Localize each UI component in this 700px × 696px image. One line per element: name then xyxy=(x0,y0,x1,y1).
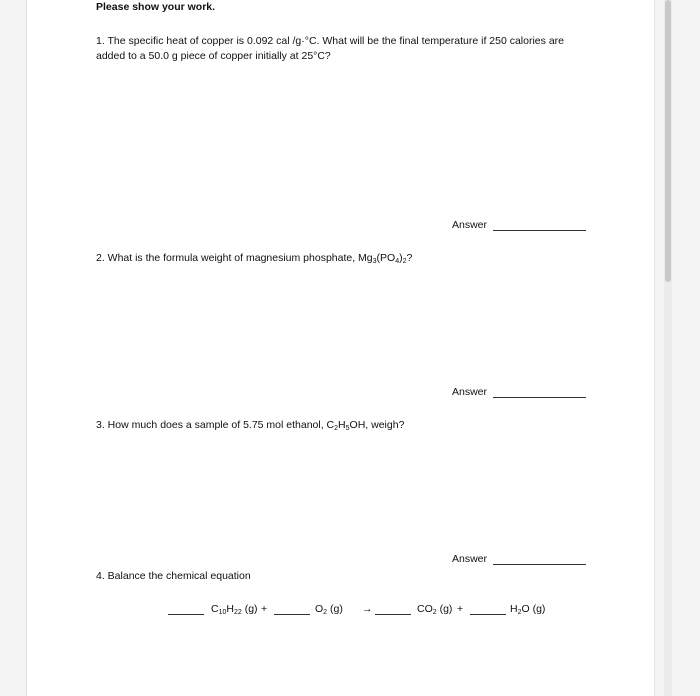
reaction-arrow: → xyxy=(362,603,373,615)
coefficient-blank-1[interactable] xyxy=(168,614,204,615)
scrollbar-thumb[interactable] xyxy=(665,0,671,282)
answer-2-line[interactable] xyxy=(493,397,586,398)
answer-3-label: Answer xyxy=(452,553,488,565)
answer-1-line[interactable] xyxy=(493,230,586,231)
plus-sign-1: + xyxy=(261,603,268,615)
reactant-decane: $C_{10}H_{22}$ (g) xyxy=(211,603,258,616)
question-2: 2. What is the formula weight of magnesium phosphate, $Mg_3(PO_4)_2$? xyxy=(96,252,413,265)
product-water: $H_2O$ (g) xyxy=(510,603,546,616)
coefficient-blank-3[interactable] xyxy=(375,614,411,615)
product-carbon-dioxide: $CO_2$ (g) xyxy=(417,603,453,616)
answer-3-line[interactable] xyxy=(493,564,586,565)
question-4: 4. Balance the chemical equation xyxy=(96,570,251,582)
document-page xyxy=(27,0,654,696)
question-3: 3. How much does a sample of 5.75 mol ethanol, $C_2H_5OH$, weigh? xyxy=(96,419,405,432)
reactant-oxygen: $O_2$ (g) xyxy=(315,603,343,616)
answer-1-label: Answer xyxy=(452,219,488,231)
question-1-line-2: added to a 50.0 g piece of copper initially at 25°C? xyxy=(96,50,331,62)
answer-2-label: Answer xyxy=(452,386,488,398)
question-1-line-1: 1. The specific heat of copper is 0.092 cal /g·°C. What will be the final temperature if 250 calories are xyxy=(96,35,564,47)
page-instruction: Please show your work. xyxy=(96,1,216,13)
coefficient-blank-4[interactable] xyxy=(470,614,506,615)
coefficient-blank-2[interactable] xyxy=(274,614,310,615)
right-margin xyxy=(654,0,700,696)
plus-sign-2: + xyxy=(457,603,464,615)
left-margin xyxy=(0,0,27,696)
